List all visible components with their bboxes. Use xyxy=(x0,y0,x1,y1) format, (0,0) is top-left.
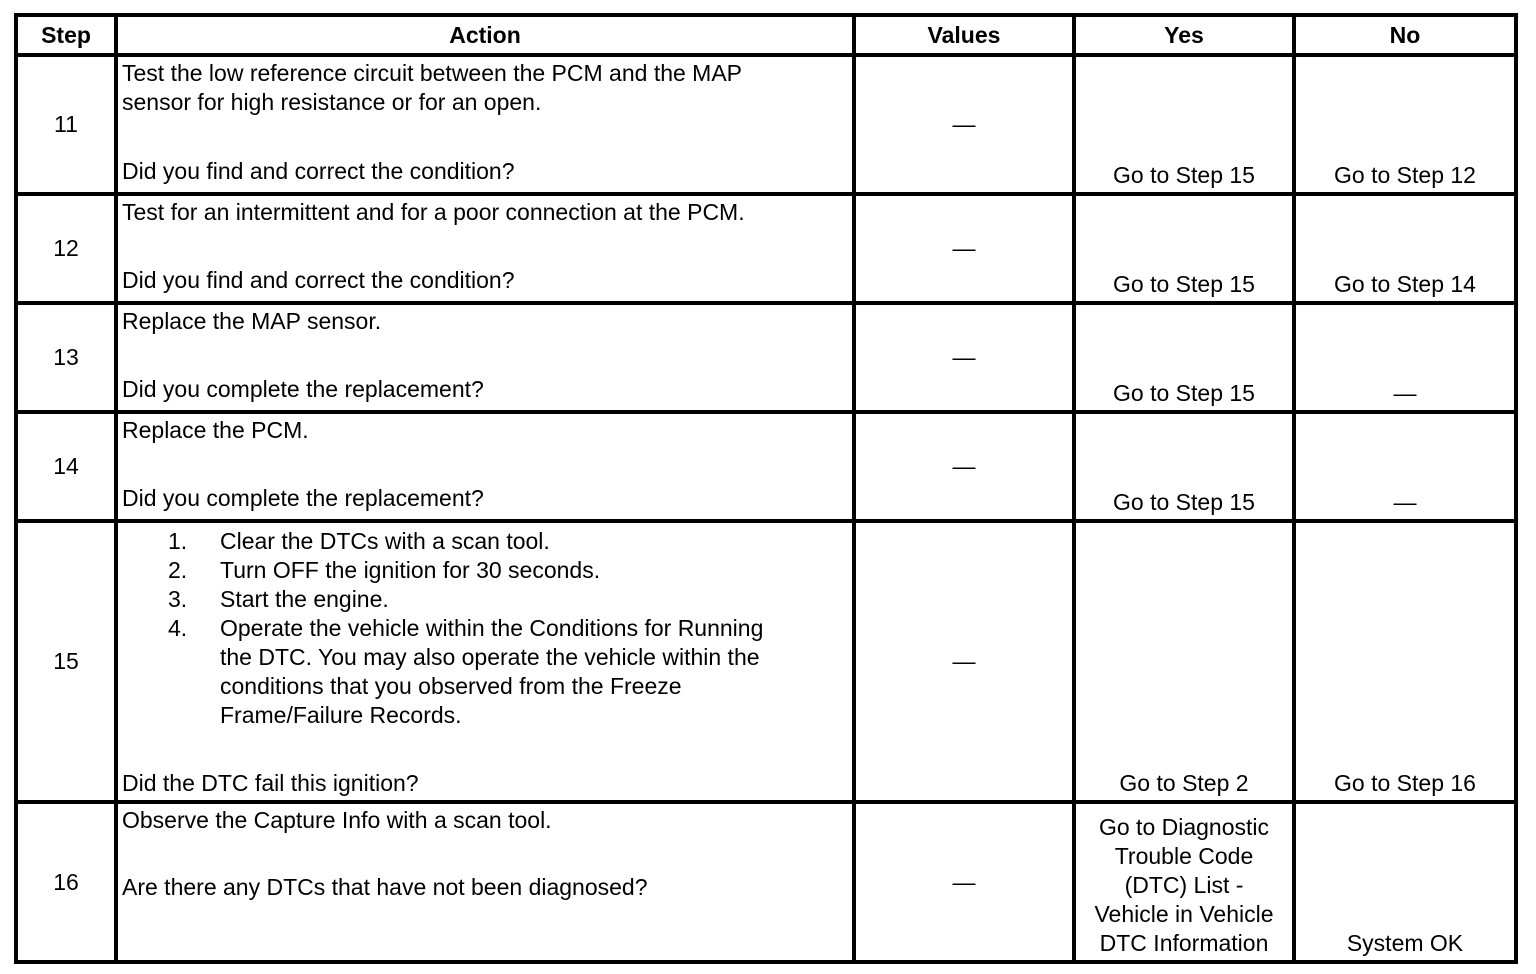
action-cell xyxy=(116,55,854,194)
yes-cell: Go to Step 15 xyxy=(1074,55,1294,194)
diagnostic-table xyxy=(14,13,1518,964)
action-question: Did you find and correct the condition? xyxy=(122,158,515,184)
no-cell: — xyxy=(1294,412,1516,521)
step-number: 14 xyxy=(16,412,116,521)
values-cell: — xyxy=(854,194,1074,303)
action-question: Did you complete the replacement? xyxy=(122,485,484,511)
action-text: Replace the MAP sensor. xyxy=(122,308,382,334)
action-text: Test the low reference circuit between the PCM and the MAP xyxy=(122,60,743,86)
list-item: 1. Clear the DTCs with a scan tool. xyxy=(168,528,550,554)
action-cell xyxy=(116,521,854,802)
action-cell xyxy=(116,303,854,412)
yes-cell: Go to Step 2 xyxy=(1074,521,1294,802)
values-cell: — xyxy=(854,55,1074,194)
action-cell xyxy=(116,802,854,962)
action-cell xyxy=(116,412,854,521)
action-text: Replace the PCM. xyxy=(122,417,309,443)
yes-cell: Go to Step 15 xyxy=(1074,194,1294,303)
action-cell xyxy=(116,194,854,303)
list-item: 2. Turn OFF the ignition for 30 seconds. xyxy=(168,557,601,583)
yes-cell: Go to Step 15 xyxy=(1074,303,1294,412)
header-action: Action xyxy=(116,15,854,55)
values-cell: — xyxy=(854,802,1074,962)
table-row xyxy=(16,55,1516,194)
no-cell: Go to Step 12 xyxy=(1294,55,1516,194)
values-cell: — xyxy=(854,412,1074,521)
list-item: 3. Start the engine. xyxy=(168,586,389,612)
yes-cell: Go to Diagnostic Trouble Code (DTC) List - Vehicle in Vehicle DTC Information xyxy=(1074,802,1294,962)
step-number: 13 xyxy=(16,303,116,412)
action-text: Test for an intermittent and for a poor connection at the PCM. xyxy=(122,199,745,225)
table-row xyxy=(16,412,1516,521)
action-text: Observe the Capture Info with a scan tool. xyxy=(122,807,552,833)
no-cell: — xyxy=(1294,303,1516,412)
header-yes: Yes xyxy=(1074,15,1294,55)
action-list xyxy=(118,527,852,730)
step-number: 12 xyxy=(16,194,116,303)
values-cell: — xyxy=(854,521,1074,802)
list-item: 4. Operate the vehicle within the Conditions for Running the DTC. You may also operate the vehicle within the conditions that you observed from the Freeze Frame/Failure Records. xyxy=(168,615,764,728)
no-cell: Go to Step 16 xyxy=(1294,521,1516,802)
action-question: Did the DTC fail this ignition? xyxy=(122,770,419,796)
no-cell: Go to Step 14 xyxy=(1294,194,1516,303)
values-cell: — xyxy=(854,303,1074,412)
step-number: 15 xyxy=(16,521,116,802)
header-no: No xyxy=(1294,15,1516,55)
action-question: Did you find and correct the condition? xyxy=(122,267,515,293)
no-cell: System OK xyxy=(1294,802,1516,962)
action-question: Are there any DTCs that have not been diagnosed? xyxy=(122,874,648,900)
action-question: Did you complete the replacement? xyxy=(122,376,484,402)
yes-cell: Go to Step 15 xyxy=(1074,412,1294,521)
table-row xyxy=(16,303,1516,412)
step-number: 11 xyxy=(16,55,116,194)
step-number: 16 xyxy=(16,802,116,962)
table-row xyxy=(16,802,1516,962)
action-text: sensor for high resistance or for an open. xyxy=(122,89,542,115)
header-row xyxy=(16,15,1516,55)
table-row xyxy=(16,521,1516,802)
header-values: Values xyxy=(854,15,1074,55)
table-row xyxy=(16,194,1516,303)
header-step: Step xyxy=(16,15,116,55)
